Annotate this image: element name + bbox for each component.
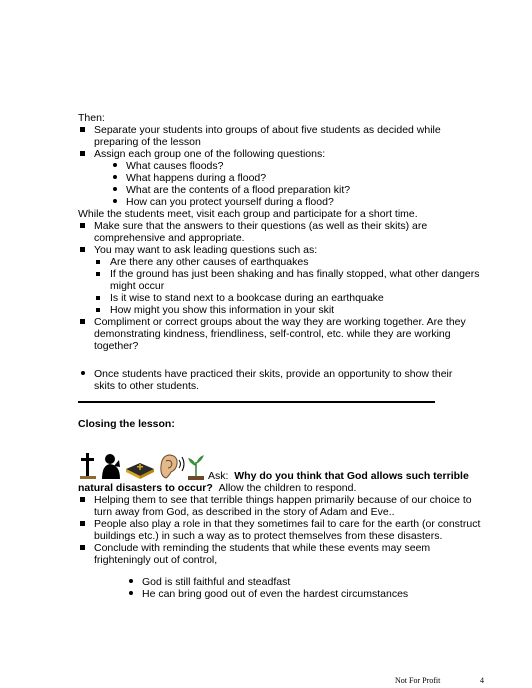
- square-bullet: [80, 521, 85, 526]
- round-bullet: [113, 163, 117, 167]
- square-bullet: [80, 319, 85, 324]
- ask-line: [208, 470, 469, 482]
- intro-text: Then:: [78, 112, 105, 124]
- round-bullet: [129, 579, 133, 583]
- god-point: God is still faithful and steadfast: [142, 576, 291, 588]
- leading-question: Are there any other causes of earthquakes: [110, 256, 309, 268]
- compliment-text: together?: [94, 340, 139, 352]
- lesson-icons-strip: [80, 452, 208, 480]
- question-item: What causes floods?: [126, 160, 224, 172]
- closing-point: Helping them to see that terrible things happen primarily because of our choice to: [94, 494, 472, 506]
- ask-prefix: Ask:: [208, 470, 229, 482]
- guidance-text: comprehensive and appropriate.: [94, 232, 245, 244]
- bible-icon: [126, 463, 154, 479]
- praying-figure-icon: [102, 454, 120, 479]
- while-meet-text: While the students meet, visit each group and participate for a short time.: [78, 208, 418, 220]
- square-bullet: [96, 260, 100, 264]
- square-bullet: [80, 127, 85, 132]
- compliment-text: demonstrating kindness, friendliness, self-control, etc. while they are working: [94, 328, 451, 340]
- closing-point: frighteningly out of control,: [94, 554, 218, 566]
- leading-question: If the ground has just been shaking and has finally stopped, what other dangers: [110, 268, 480, 280]
- square-bullet: [80, 151, 85, 156]
- ask-question-continued: natural disasters to occur?: [78, 482, 213, 494]
- square-bullet: [96, 308, 100, 312]
- square-bullet: [80, 497, 85, 502]
- round-bullet: [113, 199, 117, 203]
- question-item: How can you protect yourself during a flood?: [126, 196, 334, 208]
- cross-icon: [80, 453, 96, 479]
- square-bullet: [96, 296, 100, 300]
- compliment-text: Compliment or correct groups about the way they are working together. Are they: [94, 316, 466, 328]
- round-bullet: [81, 371, 85, 375]
- step-text: Assign each group one of the following questions:: [94, 148, 326, 160]
- practiced-text: Once students have practiced their skits, provide an opportunity to show their: [94, 368, 453, 380]
- step-text: Separate your students into groups of about five students as decided while: [94, 124, 441, 136]
- practiced-text: skits to other students.: [94, 380, 200, 392]
- step-text: preparing of the lesson: [94, 136, 201, 148]
- guidance-text: Make sure that the answers to their questions (as well as their skits) are: [94, 220, 428, 232]
- god-point: He can bring good out of even the hardest circumstances: [142, 588, 409, 600]
- leading-question: Is it wise to stand next to a bookcase during an earthquake: [110, 292, 384, 304]
- round-bullet: [113, 187, 117, 191]
- closing-point: buildings etc.) in such a way as to protect themselves from these disasters.: [94, 530, 443, 542]
- leading-question: How might you show this information in your skit: [110, 304, 335, 316]
- ask-question: Why do you think that God allows such terrible: [234, 470, 469, 482]
- square-bullet: [96, 272, 100, 276]
- guidance-text: You may want to ask leading questions such as:: [94, 244, 318, 256]
- question-item: What happens during a flood?: [126, 172, 267, 184]
- round-bullet: [113, 175, 117, 179]
- ask-followup: Allow the children to respond.: [218, 482, 357, 494]
- horizontal-rule: [78, 401, 435, 403]
- footer-text: Not For Profit: [395, 676, 441, 685]
- leading-question: might occur: [110, 280, 165, 292]
- ear-icon: [161, 455, 184, 478]
- square-bullet: [80, 223, 85, 228]
- ask-line-continued: [78, 482, 356, 494]
- sprout-icon: [188, 455, 204, 480]
- question-item: What are the contents of a flood preparation kit?: [126, 184, 351, 196]
- round-bullet: [129, 591, 133, 595]
- square-bullet: [80, 247, 85, 252]
- closing-point: turn away from God, as described in the story of Adam and Eve..: [94, 506, 395, 518]
- closing-point: People also play a role in that they sometimes fail to care for the earth (or construct: [94, 518, 481, 530]
- closing-point: Conclude with reminding the students that while these events may seem: [94, 542, 431, 554]
- closing-heading: Closing the lesson:: [78, 418, 175, 430]
- square-bullet: [80, 545, 85, 550]
- page-number: 4: [480, 676, 484, 685]
